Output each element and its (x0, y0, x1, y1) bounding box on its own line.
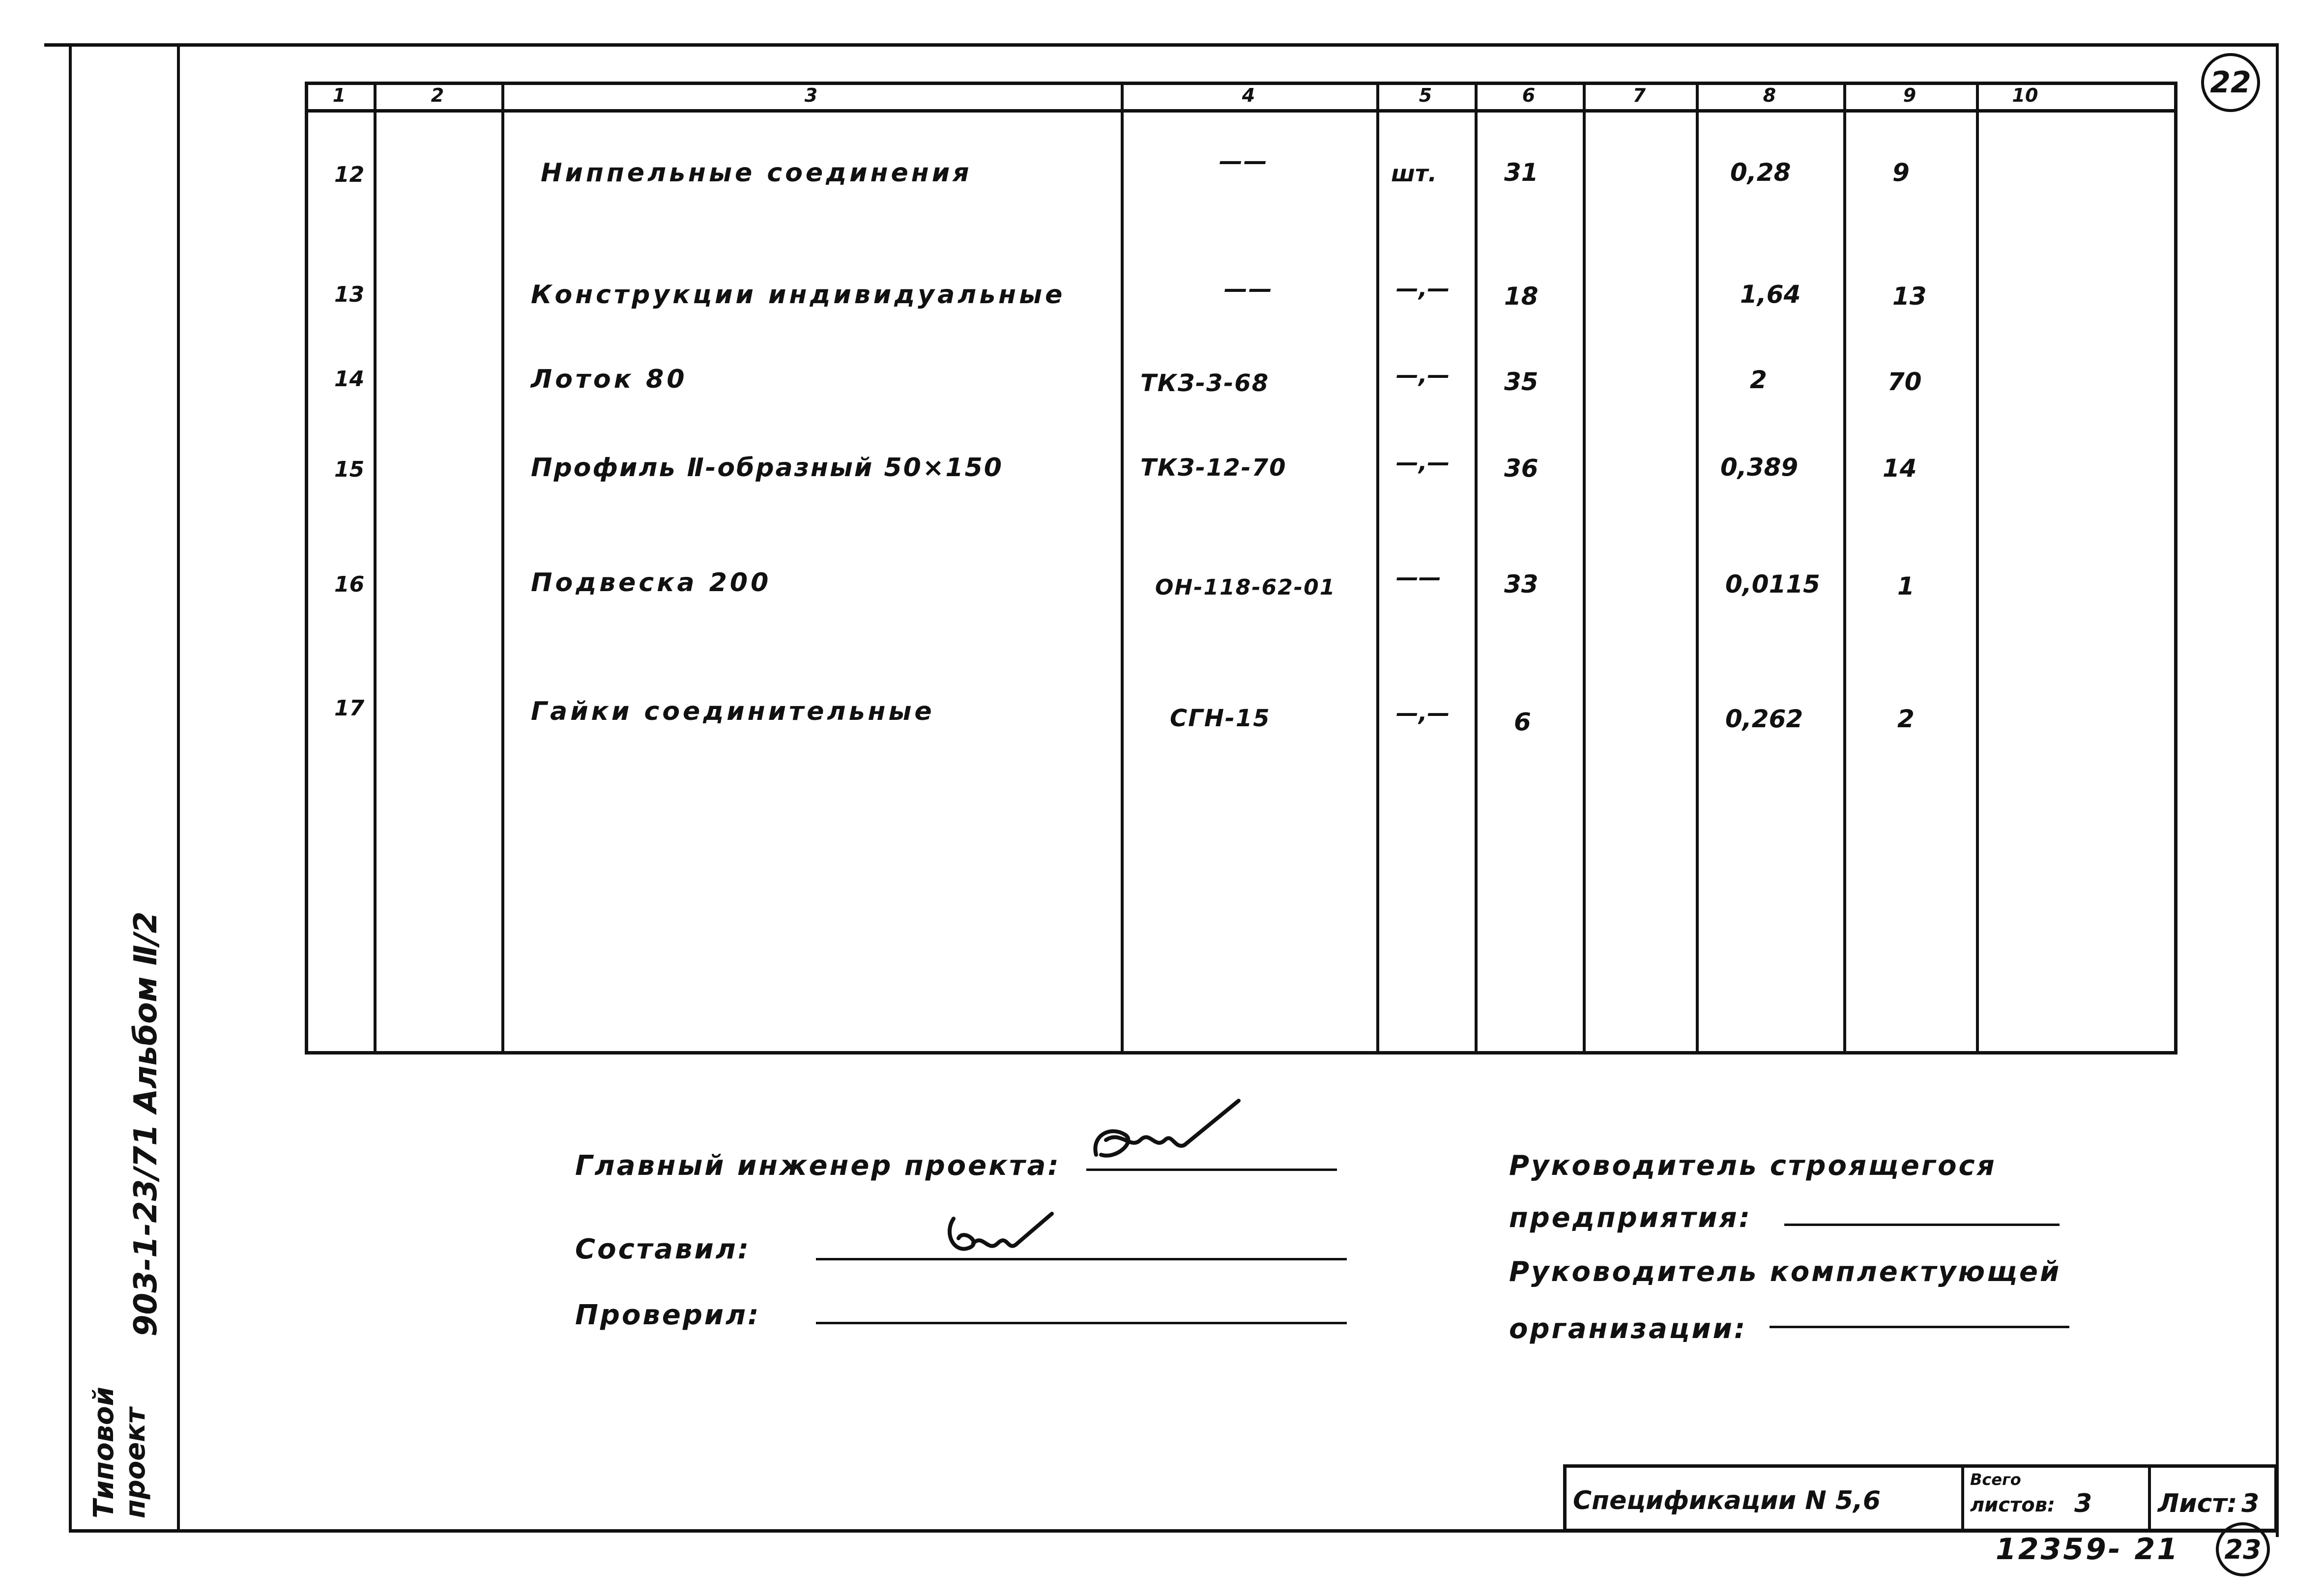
frame-top-line (44, 43, 2276, 47)
row-16-unit: —— (1396, 564, 1441, 591)
row-15-total: 14 (1883, 454, 1917, 483)
col-divider-3 (1121, 82, 1124, 1054)
col-header-6: 6 (1522, 85, 1536, 106)
binding-strip-left-line (177, 43, 180, 1531)
spec-table-header-divider (305, 109, 2177, 113)
row-14-unit: —,— (1396, 362, 1450, 388)
row-15-qty: 36 (1504, 454, 1538, 483)
row-13-weight: 1,64 (1740, 280, 1801, 309)
row-12-num: 12 (334, 162, 365, 187)
col-header-10: 10 (2012, 85, 2038, 106)
col-header-5: 5 (1419, 85, 1432, 106)
stamp-total-value: 3 (2074, 1489, 2092, 1518)
row-12-name: Ниппельные соединения (541, 158, 972, 188)
side-project-code: 903-1-23/71 Альбом Ⅱ/2 (128, 911, 164, 1337)
row-14-name: Лоток 80 (531, 365, 688, 394)
row-13-mark: —— (1224, 275, 1273, 303)
col-divider-7 (1696, 82, 1699, 1054)
row-16-weight: 0,0115 (1725, 570, 1820, 598)
stamp-sheet-label: Лист: (2158, 1489, 2237, 1518)
side-project-type: Типовой проект (88, 1387, 151, 1518)
stamp-divider-1 (1961, 1464, 1964, 1532)
col-header-1: 1 (332, 85, 346, 106)
col-divider-2 (501, 82, 504, 1054)
col-header-4: 4 (1242, 85, 1255, 106)
col-divider-8 (1843, 82, 1846, 1054)
row-13-total: 13 (1892, 282, 1927, 311)
head-supplier-sign-line (1770, 1326, 2069, 1328)
col-divider-1 (374, 82, 377, 1054)
chief-engineer-signature (1081, 1081, 1244, 1179)
row-17-qty: 6 (1514, 708, 1531, 736)
page-number-top: 22 (2201, 53, 2260, 112)
frame-left-line (69, 43, 72, 1531)
compiled-signature (934, 1199, 1062, 1273)
row-15-weight: 0,389 (1720, 453, 1799, 482)
row-14-qty: 35 (1504, 368, 1538, 396)
row-16-num: 16 (334, 572, 365, 597)
page-number-bottom: 23 (2216, 1522, 2270, 1576)
compiled-sign-line (816, 1258, 1347, 1260)
row-17-name: Гайки соединительные (531, 697, 935, 726)
head-supplier-label-2: организации: (1509, 1313, 1747, 1345)
checked-label: Проверил: (575, 1299, 761, 1331)
chief-engineer-label: Главный инженер проекта: (575, 1150, 1061, 1182)
row-14-weight: 2 (1750, 366, 1767, 394)
col-divider-5 (1475, 82, 1478, 1054)
col-header-7: 7 (1632, 85, 1646, 106)
row-17-mark: СГН-15 (1170, 705, 1271, 732)
frame-right-line (2276, 43, 2279, 1537)
col-header-9: 9 (1903, 85, 1916, 106)
row-12-total: 9 (1892, 158, 1910, 187)
col-divider-9 (1976, 82, 1979, 1054)
col-divider-4 (1376, 82, 1379, 1054)
row-16-name: Подвеска 200 (531, 568, 772, 598)
stamp-sheet-value: 3 (2241, 1489, 2260, 1518)
row-15-name: Профиль Ⅱ-образный 50×150 (531, 453, 1003, 483)
row-17-num: 17 (334, 696, 365, 721)
stamp-title: Спецификации N 5,6 (1573, 1486, 1881, 1515)
row-14-num: 14 (334, 367, 365, 392)
row-17-weight: 0,262 (1725, 705, 1803, 733)
row-15-num: 15 (334, 457, 365, 482)
row-15-mark: ТКЗ-12-70 (1140, 454, 1287, 482)
row-13-qty: 18 (1504, 282, 1538, 311)
row-12-mark: —— (1219, 147, 1268, 175)
stamp-total-label-2: листов: (1970, 1494, 2056, 1516)
row-12-qty: 31 (1504, 158, 1538, 187)
head-builder-sign-line (1784, 1224, 2060, 1226)
row-15-unit: —,— (1396, 449, 1450, 476)
row-13-name: Конструкции индивидуальные (531, 280, 1066, 310)
col-header-8: 8 (1763, 85, 1776, 106)
row-16-mark: ОН-118-62-01 (1155, 575, 1336, 600)
binding-strip-top-line (69, 43, 179, 47)
row-17-unit: —,— (1396, 700, 1450, 726)
col-header-2: 2 (431, 85, 444, 106)
head-builder-label-1: Руководитель строящегося (1509, 1150, 1997, 1182)
compiled-label: Составил: (575, 1233, 751, 1265)
row-14-total: 70 (1887, 368, 1922, 396)
row-16-qty: 33 (1504, 570, 1538, 598)
stamp-divider-2 (2148, 1464, 2151, 1532)
row-17-total: 2 (1897, 705, 1915, 733)
stamp-total-label-1: Всего (1970, 1470, 2021, 1489)
head-builder-label-2: предприятия: (1509, 1202, 1752, 1234)
head-supplier-label-1: Руководитель комплектующей (1509, 1256, 2061, 1288)
row-12-unit: шт. (1391, 160, 1437, 187)
col-header-3: 3 (804, 85, 818, 106)
row-14-mark: ТКЗ-3-68 (1140, 370, 1270, 397)
checked-sign-line (816, 1322, 1347, 1324)
row-16-total: 1 (1897, 572, 1915, 600)
col-divider-6 (1583, 82, 1586, 1054)
row-12-weight: 0,28 (1730, 158, 1791, 187)
row-13-unit: —,— (1396, 275, 1450, 302)
row-13-num: 13 (334, 282, 365, 307)
archive-number: 12359- 21 (1996, 1532, 2180, 1567)
